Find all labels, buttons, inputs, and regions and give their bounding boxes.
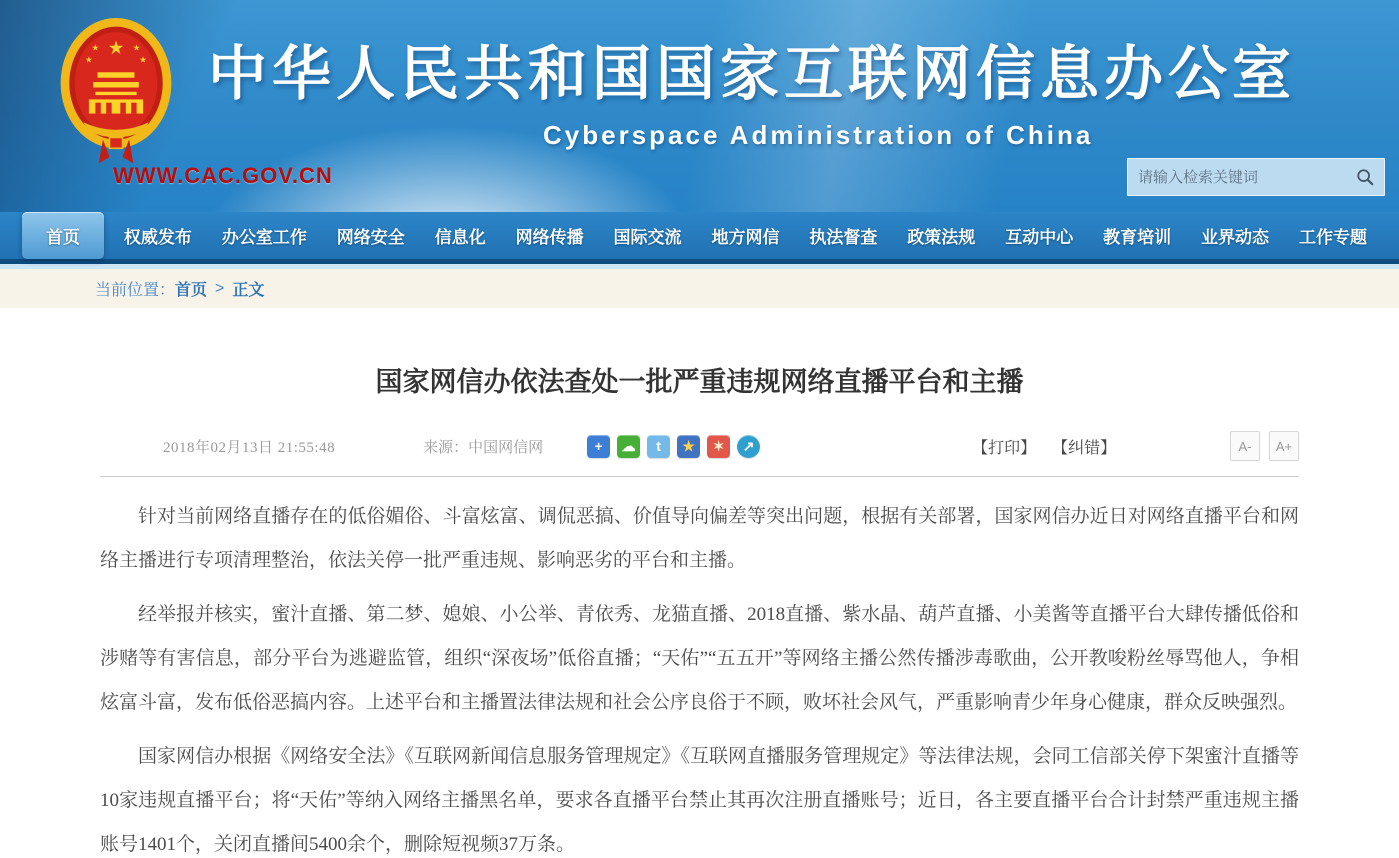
svg-text:★: ★ [107, 36, 125, 58]
nav-item-interaction-center[interactable]: 互动中心 [1005, 228, 1074, 247]
site-header [0, 0, 1399, 212]
print-button[interactable]: 【打印】 [972, 439, 1037, 457]
site-title: 中华人民共和国国家互联网信息办公室 [208, 41, 1297, 107]
font-increase-button[interactable]: A+ [1269, 431, 1299, 461]
search-box [1127, 158, 1385, 196]
search-icon[interactable] [1356, 168, 1374, 186]
article-title: 国家网信办依法查处一批严重违规网络直播平台和主播 [375, 367, 1024, 397]
font-size-controls [1230, 431, 1299, 461]
share-icons [587, 435, 760, 458]
nav-item-cyber-security[interactable]: 网络安全 [336, 228, 405, 247]
nav-item-informatization[interactable]: 信息化 [434, 228, 486, 247]
share-plus-icon[interactable]: + [587, 435, 610, 458]
article-paragraph: 针对当前网络直播存在的低俗媚俗、斗富炫富、调侃恶搞、价值导向偏差等突出问题，根据有关部署，国家网信办近日对网络直播平台和网络主播进行专项清理整治，依法关停一批严重违规、影响恶劣的平台和主播。 [100, 506, 1299, 571]
article [0, 360, 1399, 858]
qzone-share-icon[interactable]: ★ [677, 435, 700, 458]
breadcrumb-prefix: 当前位置： [95, 282, 176, 299]
article-actions [972, 435, 1116, 458]
nav-item-office-work[interactable]: 办公室工作 [221, 228, 307, 247]
article-source-label: 来源： [423, 439, 469, 456]
svg-text:★: ★ [91, 42, 100, 53]
article-source [423, 436, 543, 457]
article-source-value: 中国网信网 [468, 439, 544, 456]
article-body [100, 495, 1299, 858]
site-url: WWW.CAC.GOV.CN [113, 163, 333, 188]
font-decrease-button[interactable]: A- [1230, 431, 1260, 461]
svg-text:★: ★ [139, 54, 148, 65]
correction-button[interactable]: 【纠错】 [1052, 439, 1117, 457]
wechat-share-icon[interactable]: ☁ [617, 435, 640, 458]
svg-text:★: ★ [132, 42, 141, 53]
breadcrumb-current[interactable]: 正文 [232, 282, 265, 299]
search-input[interactable] [1138, 169, 1356, 186]
svg-text:★: ★ [84, 54, 93, 65]
article-meta-row [100, 429, 1299, 463]
more-share-icon[interactable]: ↗ [737, 435, 760, 458]
nav-item-law-enforcement[interactable]: 执法督查 [809, 228, 878, 247]
breadcrumb [0, 264, 1399, 308]
national-emblem-logo [60, 18, 172, 170]
nav-item-education-training[interactable]: 教育培训 [1103, 228, 1172, 247]
nav-item-special-topics[interactable]: 工作专题 [1298, 228, 1367, 247]
nav-item-authoritative-release[interactable]: 权威发布 [123, 228, 192, 247]
article-paragraph: 经举报并核实，蜜汁直播、第二梦、媳娘、小公举、青依秀、龙猫直播、2018直播、紫水晶、葫芦直播、小美酱等直播平台大肆传播低俗和涉赌等有害信息，部分平台为逃避监管，组织“深夜场”低俗直播；“天佑”“五五开”等网络主播公然传播涉毒歌曲，公开教唆粉丝辱骂他人，争相炫富斗富，发布低俗恶搞内容。上述平台和主播置法律法规和社会公序良俗于不顾，败坏社会风气，严重影响青少年身心健康，群众反映强烈。 [100, 604, 1299, 713]
sina-weibo-share-icon[interactable]: ✶ [707, 435, 730, 458]
nav-item-policies-regulations[interactable]: 政策法规 [907, 228, 976, 247]
nav-item-international-exchange[interactable]: 国际交流 [613, 228, 682, 247]
nav-item-network-communication[interactable]: 网络传播 [515, 228, 584, 247]
main-nav [0, 212, 1399, 264]
nav-item-industry-news[interactable]: 业界动态 [1201, 228, 1270, 247]
meta-divider [100, 476, 1299, 477]
nav-item-home[interactable]: 首页 [22, 212, 104, 259]
tencent-weibo-share-icon[interactable]: t [647, 435, 670, 458]
nav-item-local-netinfo[interactable]: 地方网信 [711, 228, 780, 247]
site-subtitle: Cyberspace Administration of China [543, 120, 1094, 150]
breadcrumb-home[interactable]: 首页 [175, 282, 208, 299]
article-date: 2018年02月13日 21:55:48 [163, 439, 336, 456]
breadcrumb-separator: > [215, 279, 225, 297]
article-paragraph: 国家网信办根据《网络安全法》《互联网新闻信息服务管理规定》《互联网直播服务管理规定》等法律法规，会同工信部关停下架蜜汁直播等10家违规直播平台；将“天佑”等纳入网络主播黑名单，要求各直播平台禁止其再次注册直播账号；近日，各主要直播平台合计封禁严重违规主播账号1401个，关闭直播间5400余个，删除短视频37万条。 [100, 746, 1299, 855]
